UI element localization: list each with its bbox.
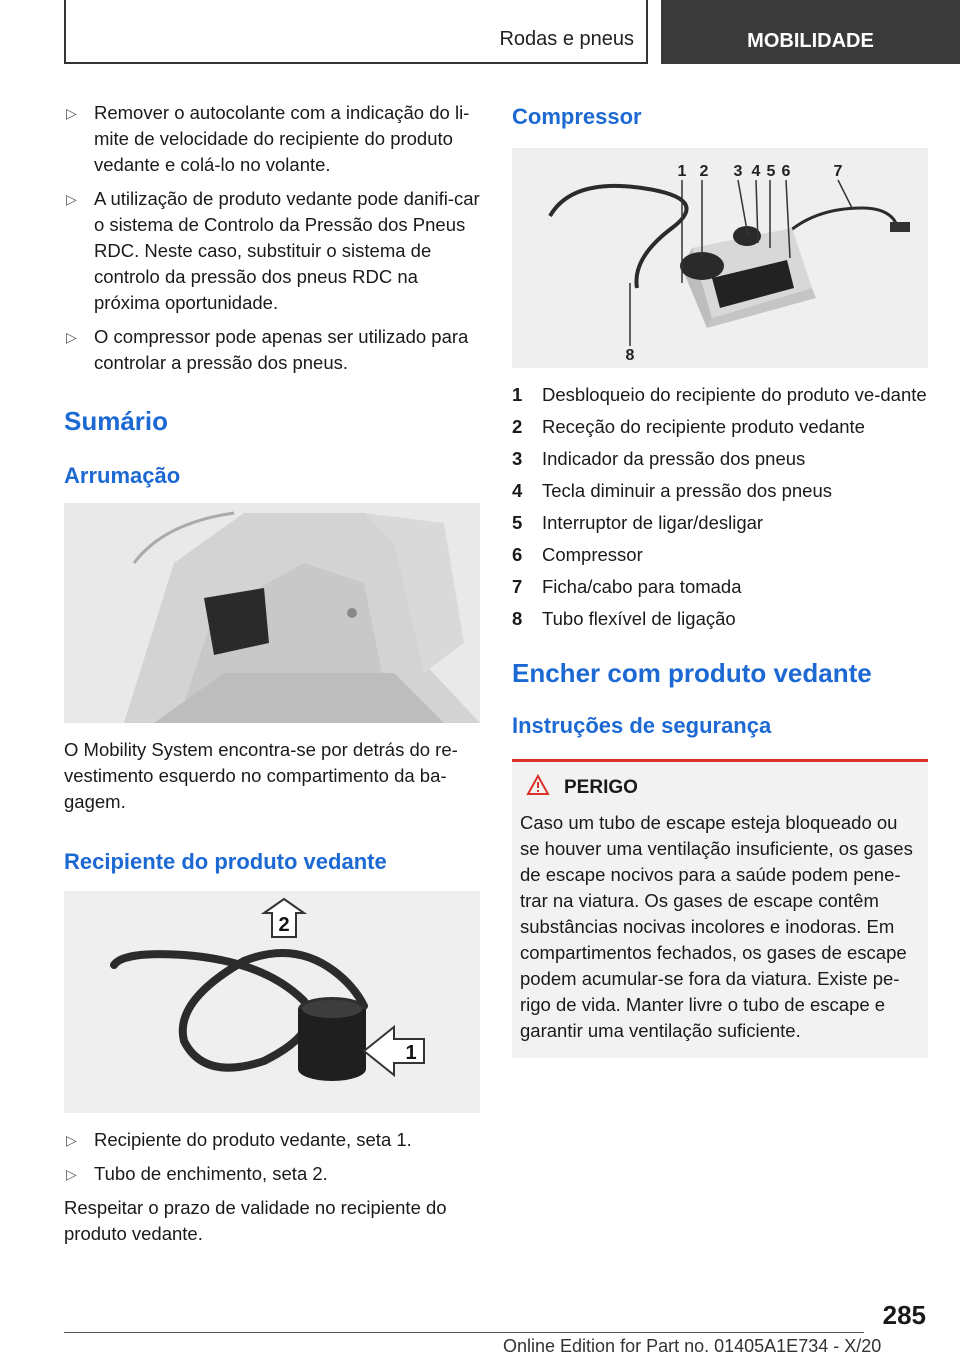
compressor-legend — [512, 382, 928, 632]
legend-number: 1 — [512, 384, 523, 405]
bullet-text: Recipiente do produto vedante, seta 1. — [94, 1129, 412, 1150]
arrumacao-text: O Mobility System encontra-se por detrás do re-vestimento esquerdo no compartimento da ba-gagem. — [64, 739, 458, 812]
legend-number: 6 — [512, 544, 523, 565]
warning-text: Caso um tubo de escape esteja bloqueado ou se houver uma ventilação insuficiente, os gases de escape nocivos para a saúde podem pene-trar na viatura. Os gases de escape contêm substâncias nocivas incolores e inodoras. Em compartimentos fechados, os gases de escape podem acumular-se fora da viatura. Existe pe-rigo de vida. Manter livre o tubo de escape e garantir uma ventilação suficiente. — [520, 812, 913, 1041]
bullet-text: Remover o autocolante com a indicação do li-mite de velocidade do recipiente do produto vedante e colá-lo no volante. — [94, 102, 470, 175]
arrow-label-1: 1 — [405, 1042, 417, 1064]
trunk-image — [64, 503, 480, 723]
legend-item — [512, 574, 928, 600]
triangle-bullet-icon: ▷ — [66, 1166, 77, 1182]
callout-6: 6 — [781, 163, 791, 180]
bullet-item — [64, 1127, 480, 1153]
callout-2: 2 — [699, 163, 709, 180]
bullet-item — [64, 100, 480, 178]
legend-number: 2 — [512, 416, 523, 437]
legend-number: 7 — [512, 576, 523, 597]
legend-item — [512, 510, 928, 536]
legend-number: 5 — [512, 512, 523, 533]
legend-text: Desbloqueio do recipiente do produto ve-dante — [542, 384, 927, 405]
triangle-bullet-icon: ▷ — [66, 191, 77, 207]
legend-number: 4 — [512, 480, 523, 501]
footer-divider — [64, 1332, 864, 1333]
callout-1: 1 — [677, 163, 687, 180]
warning-title: PERIGO — [564, 777, 638, 798]
bullet-item — [64, 1161, 480, 1187]
legend-text: Tecla diminuir a pressão dos pneus — [542, 480, 832, 501]
triangle-bullet-icon: ▷ — [66, 105, 77, 121]
legend-text: Ficha/cabo para tomada — [542, 576, 742, 597]
legend-text: Tubo flexível de ligação — [542, 608, 736, 629]
arrow-label-2: 2 — [278, 914, 290, 936]
callout-4: 4 — [751, 163, 761, 180]
danger-warning-box — [512, 759, 928, 1058]
legend-text: Indicador da pressão dos pneus — [542, 448, 806, 469]
legend-item — [512, 446, 928, 472]
heading-sumario: Sumário — [64, 406, 169, 436]
legend-number: 8 — [512, 608, 523, 629]
heading-encher: Encher com produto vedante — [512, 658, 872, 688]
legend-item — [512, 542, 928, 568]
heading-instrucoes: Instruções de segurança — [512, 713, 772, 738]
bullet-text: A utilização de produto vedante pode danifi-car o sistema de Controlo da Pressão dos Pneus RDC. Neste caso, substituir o sistema de controlo da pressão dos pneus RDC na próxima oportunidade. — [94, 188, 480, 313]
heading-recipiente: Recipiente do produto vedante — [64, 849, 387, 874]
recipiente-text: Respeitar o prazo de validade no recipiente do produto vedante. — [64, 1197, 447, 1244]
legend-item — [512, 478, 928, 504]
callout-7: 7 — [833, 163, 843, 180]
bullet-item — [64, 186, 480, 316]
triangle-bullet-icon: ▷ — [66, 329, 77, 345]
heading-compressor: Compressor — [512, 104, 642, 129]
warning-header — [520, 774, 920, 802]
bullet-text: O compressor pode apenas ser utilizado para controlar a pressão dos pneus. — [94, 326, 469, 373]
warning-triangle-icon — [526, 774, 550, 802]
legend-item — [512, 606, 928, 632]
legend-number: 3 — [512, 448, 523, 469]
bullet-item — [64, 324, 480, 376]
left-column — [64, 100, 480, 1247]
header-section-title: Rodas e pneus — [499, 28, 634, 50]
legend-text: Interruptor de ligar/desligar — [542, 512, 764, 533]
legend-item — [512, 414, 928, 440]
triangle-bullet-icon: ▷ — [66, 1132, 77, 1148]
footer-edition: Online Edition for Part no. 01405A1E734 - X/20 — [503, 1336, 882, 1356]
heading-arrumacao: Arrumação — [64, 463, 181, 488]
callout-8: 8 — [625, 347, 635, 364]
callout-5: 5 — [766, 163, 776, 180]
legend-item — [512, 382, 928, 408]
page-number: 285 — [882, 1300, 926, 1330]
legend-text: Receção do recipiente produto vedante — [542, 416, 865, 437]
right-column — [512, 100, 928, 1058]
bullet-text: Tubo de enchimento, seta 2. — [94, 1163, 328, 1184]
callout-3: 3 — [733, 163, 743, 180]
compressor-image — [512, 148, 928, 368]
legend-text: Compressor — [542, 544, 643, 565]
sealant-container-image — [64, 891, 480, 1113]
header-chapter-tab: MOBILIDADE — [661, 0, 960, 64]
